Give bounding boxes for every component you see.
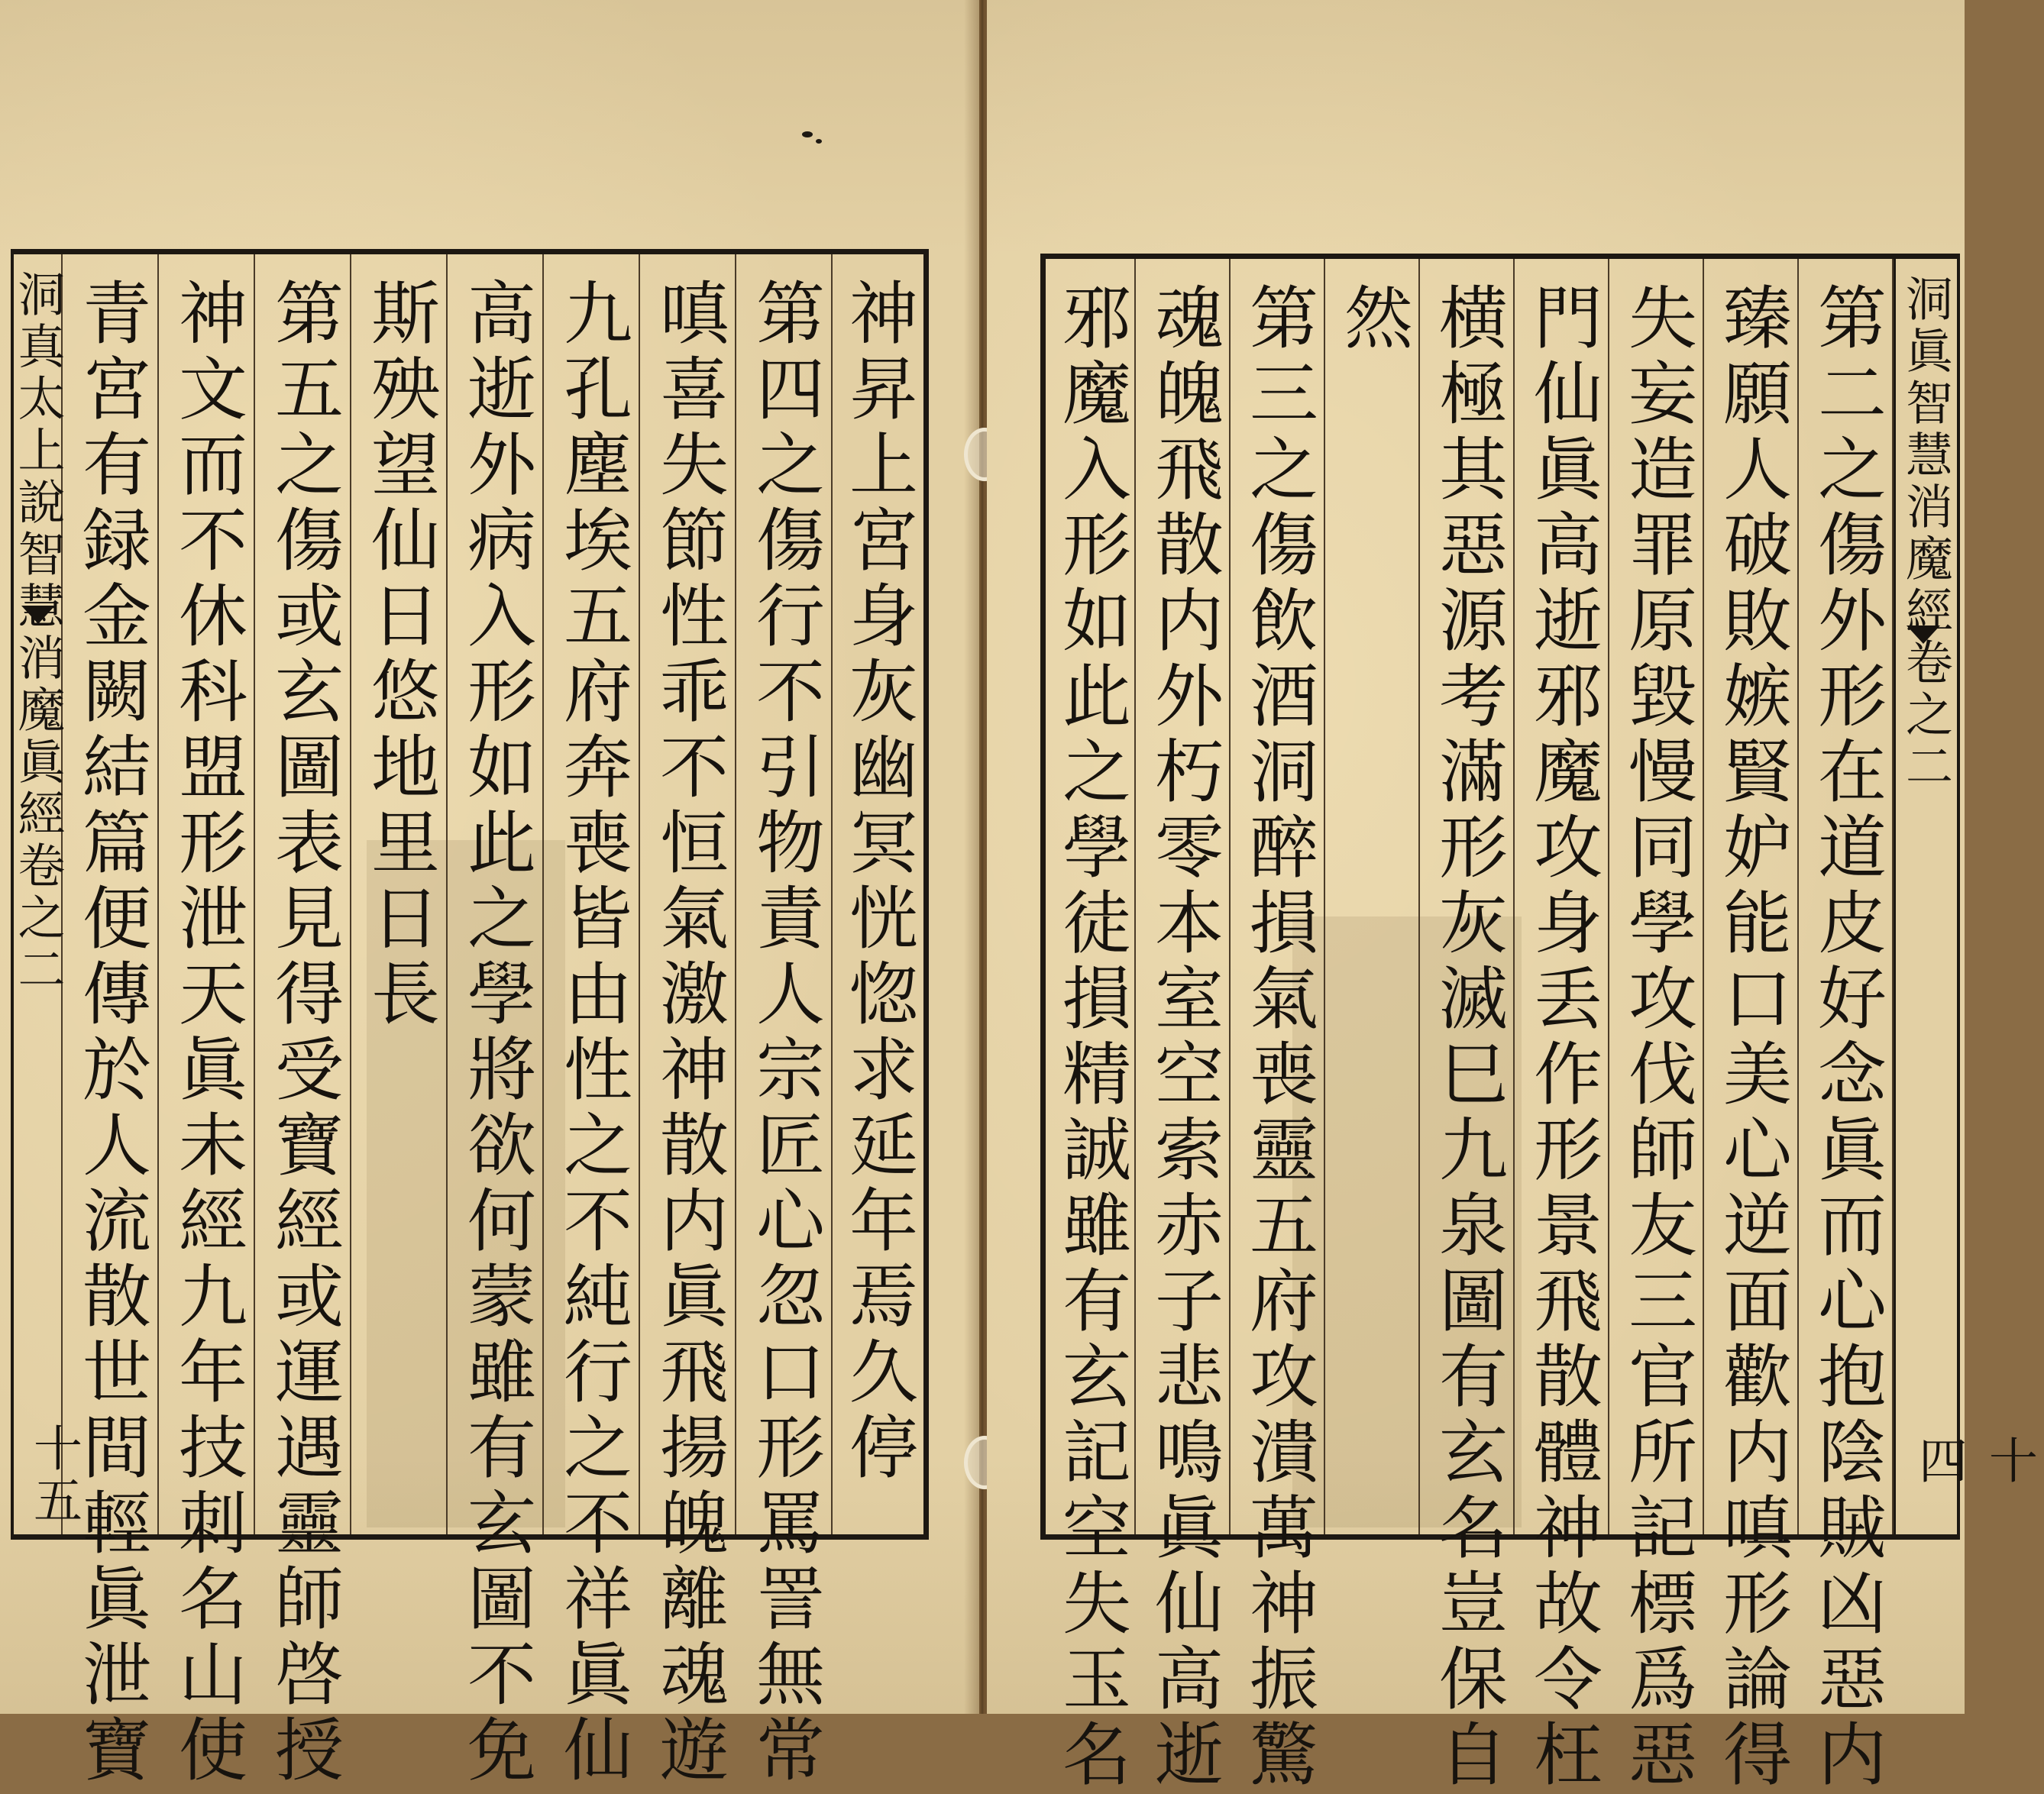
column-text: 第五之傷或玄圖表見得受寶經或運遇靈師啓授 [263, 277, 343, 1789]
text-column [736, 254, 833, 1789]
right-margin-title: 洞眞智慧消魔經卷之二 [1897, 274, 1954, 794]
left-margin-column [10, 254, 82, 1534]
text-column [1325, 259, 1420, 1534]
column-text: 第四之傷行不引物責人宗匠心忽口形罵詈無常 [744, 277, 824, 1789]
column-text: 九孔塵埃五府奔喪皆由性之不純行之不祥眞仙 [551, 277, 632, 1789]
text-column [255, 254, 351, 1789]
column-text: 然 [1332, 282, 1412, 357]
left-margin-title: 洞真太上說智慧消魔眞經卷之二 [10, 270, 66, 997]
text-column [1420, 259, 1515, 1794]
text-column [1609, 259, 1704, 1794]
column-text: 臻願人破敗嫉賢妒能口美心逆面歡内嗔形論得 [1711, 282, 1791, 1794]
left-folio: 十五 [25, 1423, 82, 1527]
column-text: 斯殃望仙日悠地里日長 [359, 277, 439, 1033]
text-column [1136, 259, 1231, 1794]
right-text-frame [1040, 254, 2037, 1794]
column-text: 高逝外病入形如此之學將欲何蒙雖有玄圖不免 [455, 277, 535, 1789]
column-text: 第三之傷飲酒洞醉損氣喪靈五府攻潰萬神振驚 [1237, 282, 1318, 1794]
fishtail-mark [1907, 625, 1940, 644]
left-text-frame [10, 249, 929, 1789]
text-column [640, 254, 736, 1789]
ink-speck [816, 139, 822, 144]
text-column [1515, 259, 1609, 1794]
column-text: 青宮有録金闕結篇便傳於人流散世間輕眞泄寶 [70, 277, 150, 1789]
column-text: 失妄造罪原毀慢同學攻伐師友三官所記標爲惡 [1616, 282, 1696, 1794]
text-column [833, 254, 921, 1534]
column-text: 横極其惡源考滿形灰滅巳九泉圖有玄名豈保自 [1427, 282, 1507, 1794]
text-column [1799, 259, 1894, 1794]
text-column [544, 254, 640, 1789]
text-column [351, 254, 448, 1534]
right-folio: 十四 [1910, 1435, 2037, 1487]
left-page [0, 0, 979, 1789]
right-margin-column [1894, 259, 2037, 1534]
column-text: 神文而不休科盟形泄天眞未經九年技刺名山使 [167, 277, 247, 1789]
column-text: 門仙眞高逝邪魔攻身丢作形景飛散體神故令枉 [1522, 282, 1602, 1794]
text-column [1704, 259, 1799, 1794]
fishtail-mark [21, 606, 55, 624]
column-text: 魂魄飛散内外朽零本室空索赤子悲鳴眞仙高逝 [1143, 282, 1223, 1794]
text-column [63, 254, 159, 1789]
text-column [448, 254, 544, 1789]
column-text: 第二之傷外形在道皮好念眞而心抱陰賊凶惡内 [1806, 282, 1886, 1794]
text-column [1046, 259, 1136, 1794]
column-text: 神昇上宮身灰幽冥恍惚求延年焉久停 [837, 277, 917, 1487]
column-text: 嗔喜失節性乖不恒氣激神散内眞飛揚魄離魂遊 [648, 277, 728, 1789]
column-text: 邪魔入形如此之學徒損精誠雖有玄記空失玉名 [1050, 282, 1130, 1794]
text-column [159, 254, 255, 1789]
text-column [1231, 259, 1325, 1794]
ink-speck [802, 131, 813, 137]
